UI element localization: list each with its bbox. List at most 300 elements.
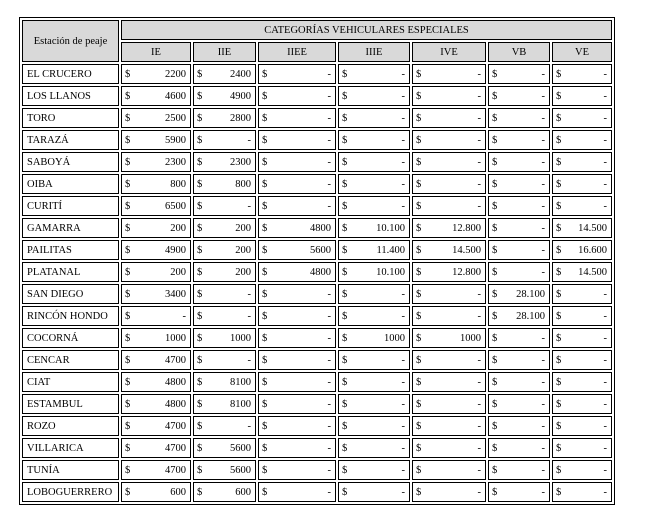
- rate-value: -: [541, 420, 545, 432]
- rate-cell: [552, 306, 612, 326]
- rate-value: -: [327, 112, 331, 124]
- rate-value: -: [541, 244, 545, 256]
- rate-cell: [258, 108, 336, 128]
- table-row: [22, 152, 612, 172]
- rate-cell: [121, 152, 191, 172]
- rate-cell: [412, 86, 486, 106]
- station-name: CIAT: [22, 372, 119, 392]
- rate-value: 1000: [384, 332, 405, 344]
- rate-value: 200: [170, 222, 186, 234]
- rate-cell: [258, 416, 336, 436]
- currency-symbol: $: [556, 332, 562, 344]
- rate-cell: [488, 438, 550, 458]
- rate-cell: [412, 152, 486, 172]
- rate-value: -: [541, 112, 545, 124]
- rate-cell: [338, 174, 410, 194]
- station-name: CENCAR: [22, 350, 119, 370]
- rate-value: 2300: [230, 156, 251, 168]
- currency-symbol: $: [197, 244, 203, 256]
- rate-value: -: [247, 354, 251, 366]
- rate-value: -: [477, 354, 481, 366]
- currency-symbol: $: [342, 112, 348, 124]
- rate-cell: [412, 240, 486, 260]
- rate-value: -: [541, 178, 545, 190]
- rate-value: 4800: [310, 266, 331, 278]
- rate-cell: [338, 218, 410, 238]
- rate-cell: [193, 438, 256, 458]
- rate-value: -: [327, 200, 331, 212]
- rate-value: -: [477, 134, 481, 146]
- rate-cell: [258, 306, 336, 326]
- rate-value: 5900: [165, 134, 186, 146]
- category-header-iiie: IIIE: [338, 42, 410, 62]
- rate-value: -: [477, 288, 481, 300]
- rate-value: 5600: [230, 442, 251, 454]
- rate-value: -: [541, 68, 545, 80]
- currency-symbol: $: [342, 486, 348, 498]
- rate-cell: [338, 130, 410, 150]
- rate-cell: [338, 284, 410, 304]
- rate-cell: [412, 438, 486, 458]
- currency-symbol: $: [416, 112, 422, 124]
- rate-cell: [412, 416, 486, 436]
- rate-cell: [258, 460, 336, 480]
- currency-symbol: $: [416, 420, 422, 432]
- currency-symbol: $: [342, 310, 348, 322]
- station-name: EL CRUCERO: [22, 64, 119, 84]
- rate-value: -: [401, 68, 405, 80]
- rate-cell: [552, 416, 612, 436]
- rate-cell: [488, 460, 550, 480]
- currency-symbol: $: [492, 68, 498, 80]
- rate-cell: [258, 218, 336, 238]
- rate-value: -: [541, 398, 545, 410]
- currency-symbol: $: [492, 244, 498, 256]
- rate-value: -: [477, 420, 481, 432]
- rate-value: -: [477, 90, 481, 102]
- rate-value: -: [541, 134, 545, 146]
- currency-symbol: $: [125, 68, 131, 80]
- currency-symbol: $: [125, 288, 131, 300]
- rate-value: 600: [235, 486, 251, 498]
- currency-symbol: $: [556, 222, 562, 234]
- currency-symbol: $: [262, 200, 268, 212]
- rate-cell: [552, 174, 612, 194]
- rate-value: -: [541, 442, 545, 454]
- rate-value: 1000: [165, 332, 186, 344]
- rate-cell: [193, 174, 256, 194]
- rate-cell: [412, 196, 486, 216]
- rate-cell: [412, 460, 486, 480]
- currency-symbol: $: [492, 90, 498, 102]
- rate-value: -: [477, 442, 481, 454]
- rate-cell: [338, 196, 410, 216]
- rate-value: -: [401, 112, 405, 124]
- rate-cell: [193, 64, 256, 84]
- table-row: [22, 306, 612, 326]
- rate-value: -: [603, 354, 607, 366]
- currency-symbol: $: [125, 354, 131, 366]
- currency-symbol: $: [197, 310, 203, 322]
- rate-value: -: [477, 486, 481, 498]
- rate-value: -: [541, 486, 545, 498]
- currency-symbol: $: [262, 354, 268, 366]
- rate-cell: [412, 262, 486, 282]
- currency-symbol: $: [197, 420, 203, 432]
- rate-cell: [258, 240, 336, 260]
- rate-cell: [552, 460, 612, 480]
- rate-cell: [552, 482, 612, 502]
- station-name: ROZO: [22, 416, 119, 436]
- rate-cell: [338, 416, 410, 436]
- station-name: RINCÓN HONDO: [22, 306, 119, 326]
- currency-symbol: $: [342, 464, 348, 476]
- currency-symbol: $: [262, 90, 268, 102]
- currency-symbol: $: [342, 178, 348, 190]
- currency-symbol: $: [416, 376, 422, 388]
- rate-value: -: [327, 68, 331, 80]
- table-body: [22, 64, 612, 502]
- rate-cell: [121, 284, 191, 304]
- currency-symbol: $: [416, 156, 422, 168]
- rate-cell: [193, 130, 256, 150]
- currency-symbol: $: [262, 266, 268, 278]
- rate-value: 2200: [165, 68, 186, 80]
- currency-symbol: $: [556, 288, 562, 300]
- currency-symbol: $: [416, 442, 422, 454]
- rate-value: -: [603, 398, 607, 410]
- rate-cell: [488, 328, 550, 348]
- rate-cell: [488, 394, 550, 414]
- currency-symbol: $: [262, 288, 268, 300]
- rate-cell: [552, 262, 612, 282]
- station-name: OIBA: [22, 174, 119, 194]
- currency-symbol: $: [197, 222, 203, 234]
- rate-cell: [412, 482, 486, 502]
- rate-value: 1000: [230, 332, 251, 344]
- rate-value: 2500: [165, 112, 186, 124]
- currency-symbol: $: [492, 310, 498, 322]
- category-header-ie: IE: [121, 42, 191, 62]
- table-row: [22, 218, 612, 238]
- rate-cell: [193, 152, 256, 172]
- currency-symbol: $: [492, 486, 498, 498]
- rate-cell: [258, 196, 336, 216]
- rate-value: -: [541, 354, 545, 366]
- currency-symbol: $: [556, 442, 562, 454]
- rate-value: 14.500: [578, 266, 607, 278]
- table-row: [22, 284, 612, 304]
- rate-cell: [488, 196, 550, 216]
- currency-symbol: $: [416, 244, 422, 256]
- currency-symbol: $: [342, 420, 348, 432]
- currency-symbol: $: [492, 288, 498, 300]
- rate-value: 14.500: [452, 244, 481, 256]
- rate-cell: [552, 438, 612, 458]
- rate-cell: [121, 306, 191, 326]
- currency-symbol: $: [197, 156, 203, 168]
- currency-symbol: $: [342, 90, 348, 102]
- rate-value: -: [603, 464, 607, 476]
- currency-symbol: $: [556, 310, 562, 322]
- currency-symbol: $: [342, 134, 348, 146]
- rate-cell: [338, 262, 410, 282]
- rate-value: 2300: [165, 156, 186, 168]
- rate-cell: [338, 306, 410, 326]
- rate-cell: [488, 130, 550, 150]
- rate-value: 11.400: [376, 244, 405, 256]
- station-name: SABOYÁ: [22, 152, 119, 172]
- currency-symbol: $: [556, 398, 562, 410]
- rate-cell: [552, 196, 612, 216]
- station-name: SAN DIEGO: [22, 284, 119, 304]
- rate-cell: [338, 328, 410, 348]
- rate-cell: [193, 416, 256, 436]
- rate-cell: [193, 240, 256, 260]
- table-row: [22, 64, 612, 84]
- rate-value: -: [401, 376, 405, 388]
- rate-value: -: [401, 486, 405, 498]
- rate-value: -: [477, 112, 481, 124]
- currency-symbol: $: [125, 266, 131, 278]
- rate-value: 4900: [165, 244, 186, 256]
- currency-symbol: $: [262, 68, 268, 80]
- rate-cell: [488, 218, 550, 238]
- currency-symbol: $: [342, 332, 348, 344]
- rate-value: 200: [235, 222, 251, 234]
- currency-symbol: $: [342, 354, 348, 366]
- station-name: COCORNÁ: [22, 328, 119, 348]
- rate-cell: [412, 372, 486, 392]
- rate-cell: [121, 394, 191, 414]
- rate-value: -: [603, 332, 607, 344]
- rate-value: -: [477, 398, 481, 410]
- rate-cell: [552, 240, 612, 260]
- table-row: [22, 174, 612, 194]
- table-row: [22, 108, 612, 128]
- rate-value: 12.800: [452, 222, 481, 234]
- currency-symbol: $: [342, 266, 348, 278]
- rate-cell: [488, 416, 550, 436]
- currency-symbol: $: [262, 134, 268, 146]
- rate-value: 4700: [165, 420, 186, 432]
- rate-value: -: [327, 156, 331, 168]
- rate-cell: [193, 306, 256, 326]
- rate-value: -: [603, 288, 607, 300]
- rate-cell: [338, 372, 410, 392]
- rate-value: -: [327, 464, 331, 476]
- rate-cell: [121, 174, 191, 194]
- rate-cell: [488, 152, 550, 172]
- currency-symbol: $: [197, 90, 203, 102]
- rate-cell: [488, 482, 550, 502]
- currency-symbol: $: [416, 134, 422, 146]
- currency-symbol: $: [125, 90, 131, 102]
- currency-symbol: $: [492, 354, 498, 366]
- currency-symbol: $: [262, 398, 268, 410]
- rate-value: -: [327, 288, 331, 300]
- currency-symbol: $: [262, 464, 268, 476]
- currency-symbol: $: [492, 156, 498, 168]
- currency-symbol: $: [197, 332, 203, 344]
- currency-symbol: $: [342, 376, 348, 388]
- table-row: [22, 372, 612, 392]
- category-header-iie: IIE: [193, 42, 256, 62]
- currency-symbol: $: [556, 90, 562, 102]
- rate-value: 200: [235, 266, 251, 278]
- rate-cell: [193, 394, 256, 414]
- currency-symbol: $: [125, 398, 131, 410]
- currency-symbol: $: [125, 222, 131, 234]
- rate-value: -: [603, 134, 607, 146]
- currency-symbol: $: [492, 332, 498, 344]
- currency-symbol: $: [416, 200, 422, 212]
- rate-cell: [193, 482, 256, 502]
- rate-cell: [121, 218, 191, 238]
- rate-value: -: [327, 442, 331, 454]
- rate-cell: [193, 284, 256, 304]
- rate-value: 4700: [165, 354, 186, 366]
- rate-cell: [193, 262, 256, 282]
- rate-cell: [412, 350, 486, 370]
- currency-symbol: $: [197, 178, 203, 190]
- rate-cell: [338, 240, 410, 260]
- rate-cell: [488, 350, 550, 370]
- currency-symbol: $: [262, 420, 268, 432]
- rate-cell: [552, 218, 612, 238]
- station-name: TORO: [22, 108, 119, 128]
- currency-symbol: $: [492, 266, 498, 278]
- currency-symbol: $: [416, 486, 422, 498]
- rate-value: 2800: [230, 112, 251, 124]
- rate-cell: [488, 86, 550, 106]
- rate-cell: [121, 130, 191, 150]
- rate-cell: [412, 306, 486, 326]
- currency-symbol: $: [416, 310, 422, 322]
- rate-value: 10.100: [376, 222, 405, 234]
- currency-symbol: $: [197, 442, 203, 454]
- rate-cell: [121, 350, 191, 370]
- rate-value: -: [401, 354, 405, 366]
- rate-value: -: [327, 134, 331, 146]
- currency-symbol: $: [342, 244, 348, 256]
- currency-symbol: $: [197, 266, 203, 278]
- rate-value: -: [603, 90, 607, 102]
- currency-symbol: $: [125, 442, 131, 454]
- rate-cell: [412, 394, 486, 414]
- rate-cell: [488, 108, 550, 128]
- station-name: LOS LLANOS: [22, 86, 119, 106]
- rate-cell: [412, 108, 486, 128]
- currency-symbol: $: [416, 68, 422, 80]
- currency-symbol: $: [556, 420, 562, 432]
- rate-value: -: [247, 134, 251, 146]
- rate-cell: [193, 460, 256, 480]
- table-row: [22, 482, 612, 502]
- currency-symbol: $: [262, 442, 268, 454]
- rate-cell: [193, 108, 256, 128]
- station-name: VILLARICA: [22, 438, 119, 458]
- rate-cell: [552, 130, 612, 150]
- rate-value: -: [247, 310, 251, 322]
- currency-symbol: $: [492, 376, 498, 388]
- rate-cell: [193, 372, 256, 392]
- rate-cell: [121, 372, 191, 392]
- rate-value: 14.500: [578, 222, 607, 234]
- table-row: [22, 86, 612, 106]
- rate-cell: [488, 284, 550, 304]
- rate-cell: [488, 372, 550, 392]
- station-name: GAMARRA: [22, 218, 119, 238]
- currency-symbol: $: [492, 420, 498, 432]
- rate-value: -: [603, 156, 607, 168]
- rate-cell: [193, 218, 256, 238]
- rate-cell: [488, 240, 550, 260]
- rate-value: -: [247, 420, 251, 432]
- currency-symbol: $: [416, 354, 422, 366]
- rate-cell: [552, 350, 612, 370]
- rate-value: -: [327, 354, 331, 366]
- currency-symbol: $: [197, 200, 203, 212]
- currency-symbol: $: [416, 266, 422, 278]
- rate-cell: [258, 86, 336, 106]
- currency-symbol: $: [492, 112, 498, 124]
- currency-symbol: $: [492, 222, 498, 234]
- rate-cell: [552, 86, 612, 106]
- rate-cell: [338, 86, 410, 106]
- currency-symbol: $: [416, 222, 422, 234]
- rate-value: -: [401, 310, 405, 322]
- table-row: [22, 130, 612, 150]
- station-name: TARAZÁ: [22, 130, 119, 150]
- rate-cell: [258, 350, 336, 370]
- currency-symbol: $: [197, 68, 203, 80]
- rate-value: -: [477, 178, 481, 190]
- rate-cell: [193, 86, 256, 106]
- currency-symbol: $: [416, 178, 422, 190]
- currency-symbol: $: [125, 376, 131, 388]
- rate-cell: [338, 108, 410, 128]
- rate-value: -: [541, 90, 545, 102]
- rate-value: -: [401, 464, 405, 476]
- rate-value: -: [247, 288, 251, 300]
- currency-symbol: $: [342, 442, 348, 454]
- rate-cell: [121, 240, 191, 260]
- rate-value: -: [603, 178, 607, 190]
- rate-value: -: [401, 442, 405, 454]
- station-name: PAILITAS: [22, 240, 119, 260]
- rate-cell: [121, 438, 191, 458]
- currency-symbol: $: [125, 244, 131, 256]
- rate-cell: [258, 328, 336, 348]
- currency-symbol: $: [262, 222, 268, 234]
- rate-value: 6500: [165, 200, 186, 212]
- currency-symbol: $: [556, 178, 562, 190]
- rate-value: -: [603, 442, 607, 454]
- rate-cell: [193, 328, 256, 348]
- currency-symbol: $: [262, 376, 268, 388]
- rate-value: -: [327, 376, 331, 388]
- rate-cell: [338, 64, 410, 84]
- currency-symbol: $: [197, 288, 203, 300]
- currency-symbol: $: [125, 178, 131, 190]
- currency-symbol: $: [492, 442, 498, 454]
- currency-symbol: $: [492, 464, 498, 476]
- currency-symbol: $: [262, 156, 268, 168]
- rate-cell: [338, 438, 410, 458]
- rate-cell: [338, 482, 410, 502]
- currency-symbol: $: [556, 134, 562, 146]
